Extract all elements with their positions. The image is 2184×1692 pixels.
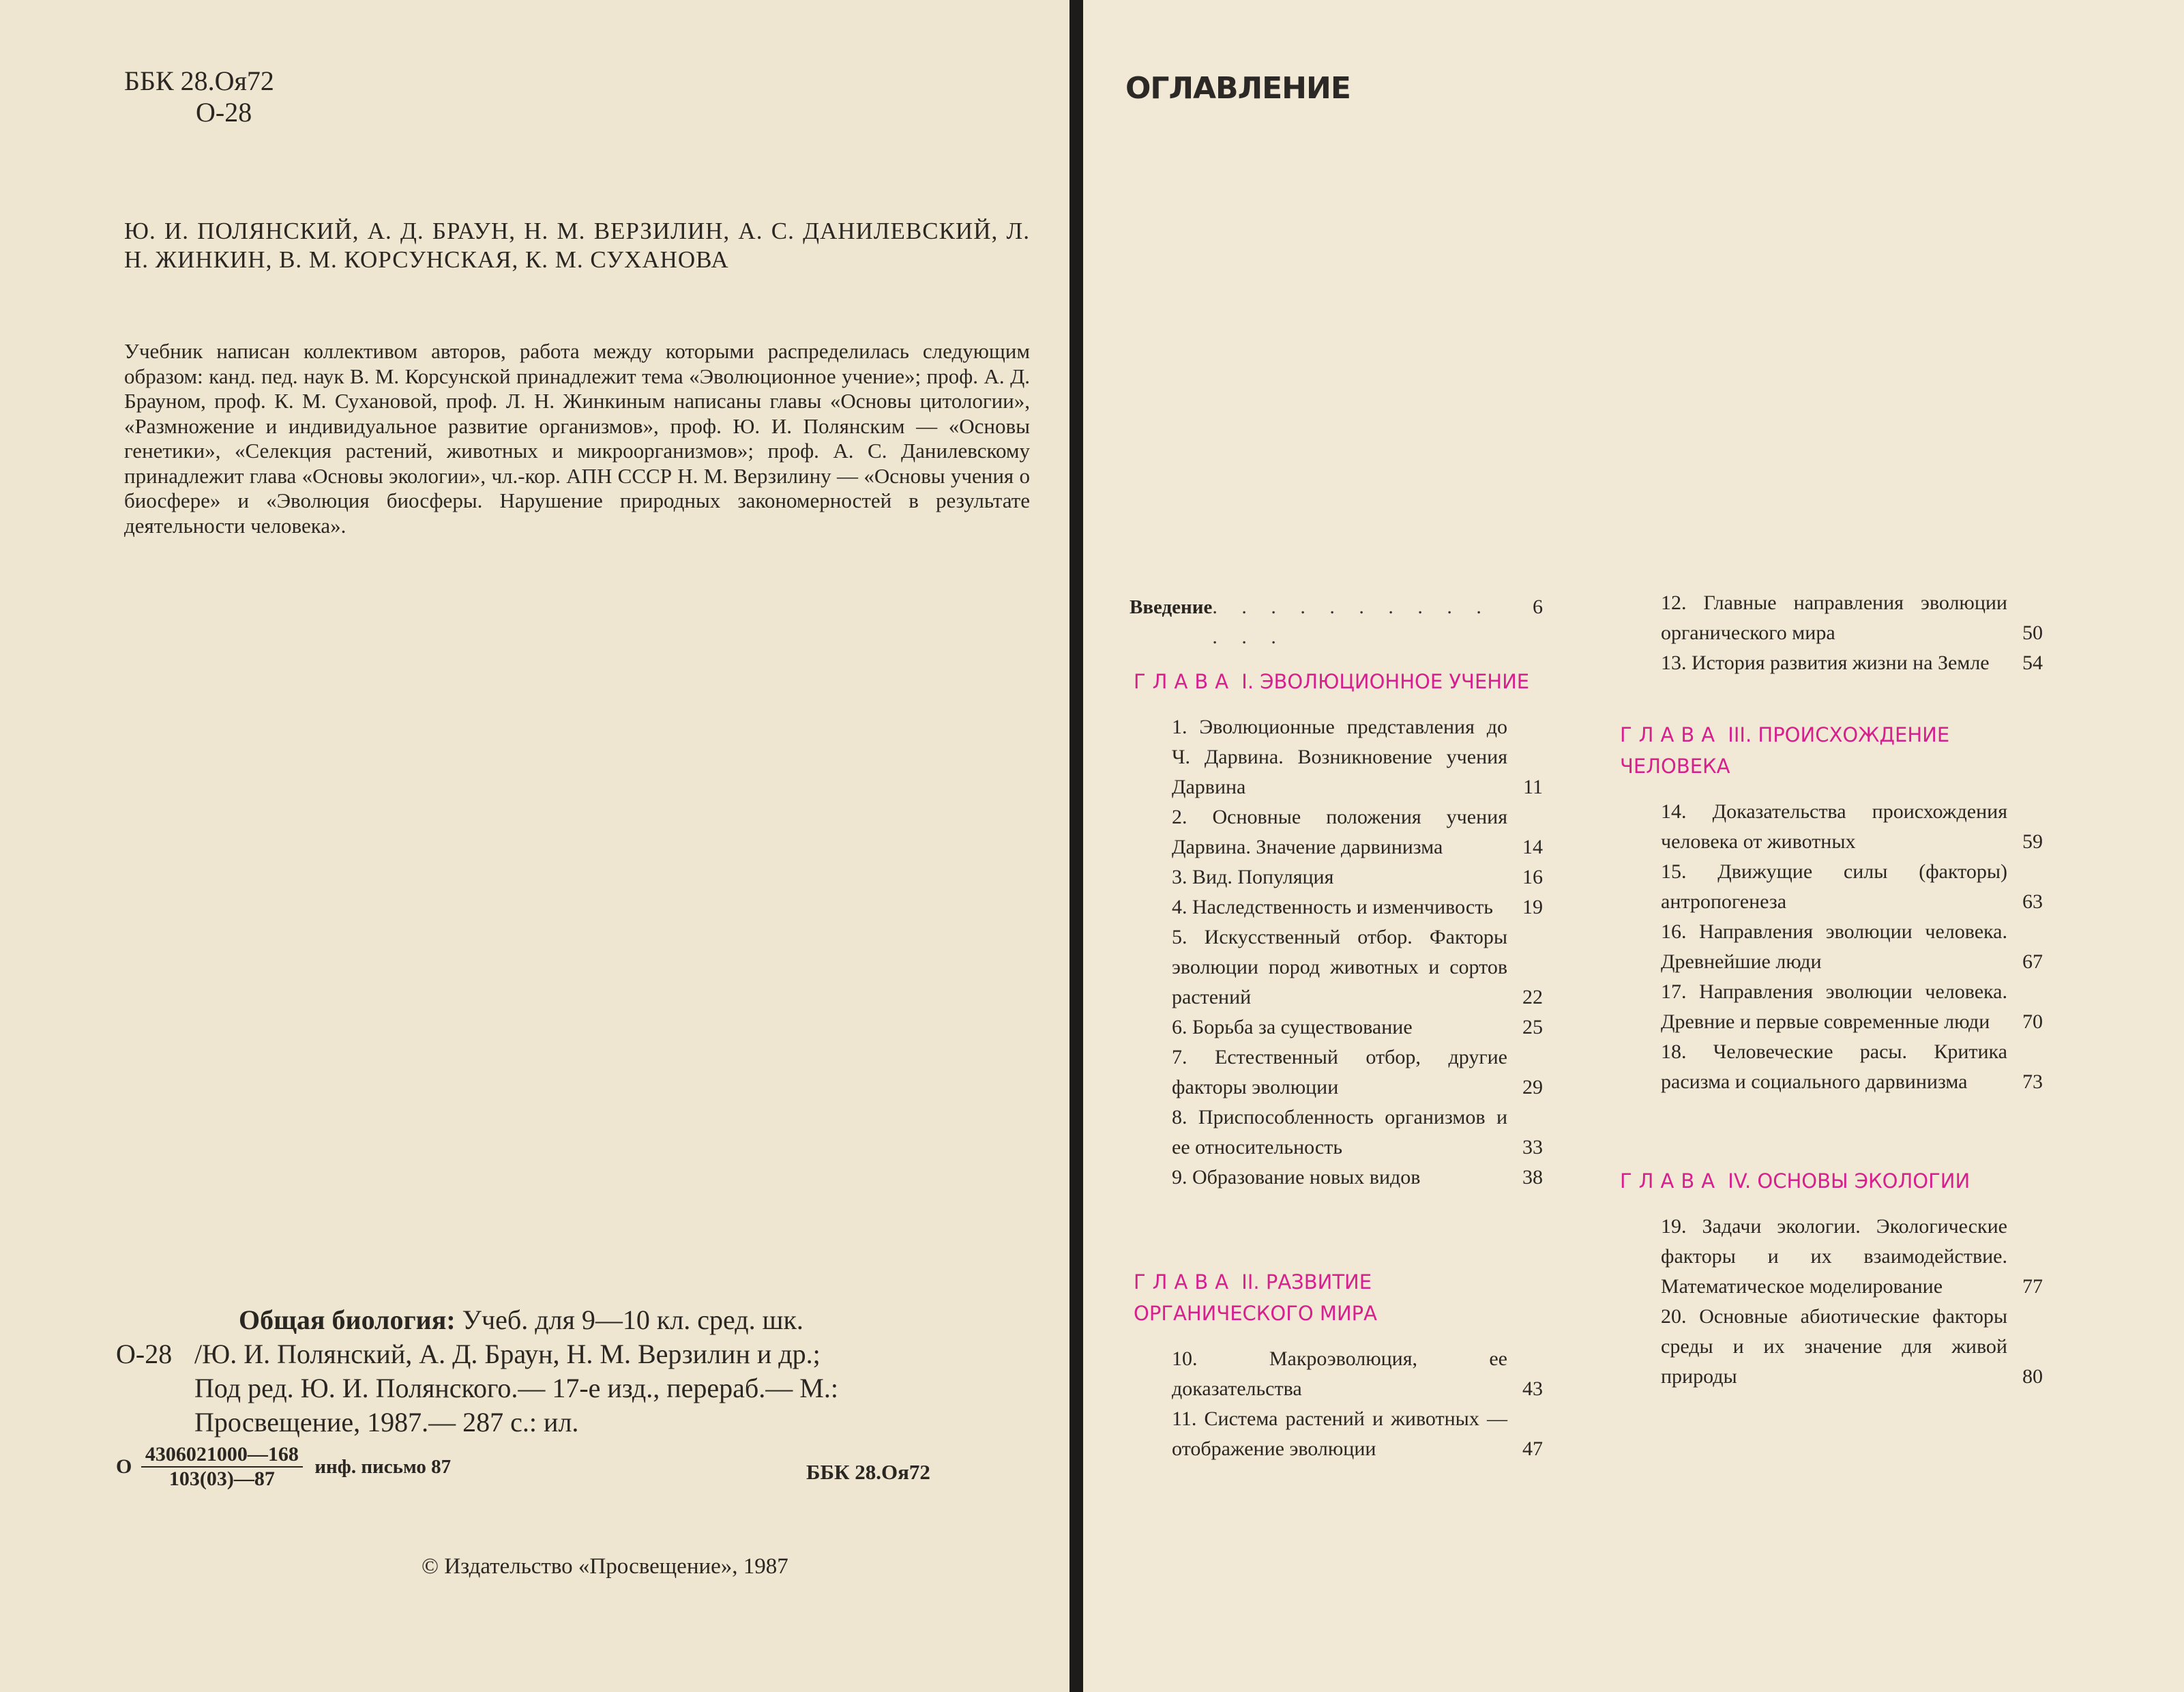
- toc-page-number: 19: [1522, 896, 1543, 918]
- toc-entry-text: 2. Основные положения учения Дарвина. Значение дарвинизма: [1172, 806, 1507, 858]
- toc-entry[interactable]: [1172, 1344, 1543, 1404]
- toc-entry-text: 11. Система растений и животных — отображение эволюции: [1172, 1407, 1507, 1460]
- toc-page-number: 33: [1522, 1136, 1543, 1158]
- toc-entry[interactable]: [1661, 917, 2043, 977]
- toc-page-number: 73: [2022, 1070, 2043, 1093]
- bibliographic-record: [116, 1303, 1030, 1440]
- chapter-prefix: ГЛАВА: [1620, 1169, 1722, 1193]
- biblio-author-mark: О-28: [116, 1339, 173, 1369]
- toc-page-number: 43: [1522, 1377, 1543, 1400]
- chapter-2-items-continued: [1620, 588, 2043, 678]
- toc-entry[interactable]: [1172, 862, 1543, 892]
- author-mark: О-28: [196, 97, 252, 128]
- toc-page-number: 70: [2022, 1010, 2043, 1033]
- catalog-number: [116, 1443, 451, 1491]
- leader-dots: . . . . . . . . . . . . .: [1212, 596, 1491, 648]
- toc-entry[interactable]: [1661, 977, 2043, 1037]
- toc-entry-text: 15. Движущие силы (факторы) антропогенеза: [1661, 860, 2007, 913]
- chapter-prefix: ГЛАВА: [1620, 723, 1722, 746]
- toc-entry[interactable]: [1172, 1103, 1543, 1163]
- toc-entry[interactable]: [1172, 1042, 1543, 1103]
- chapter-heading-1: [1134, 666, 1543, 697]
- contents-column-1: [1130, 592, 1543, 1464]
- toc-entry-text: 19. Задачи экологии. Экологические факторы и их взаимодействие. Математическое моделирование: [1661, 1215, 2007, 1298]
- toc-page-number: 11: [1523, 776, 1543, 798]
- toc-page-number: 54: [2022, 652, 2043, 674]
- chapter-3-items: [1620, 797, 2043, 1097]
- toc-entry-text: 16. Направления эволюции человека. Древнейшие люди: [1661, 920, 2007, 973]
- chapter-4-items: [1620, 1212, 2043, 1392]
- toc-entry-text: 3. Вид. Популяция: [1172, 866, 1334, 888]
- chapter-prefix: ГЛАВА: [1134, 1270, 1236, 1294]
- bbk-index: ББК 28.Оя72: [124, 65, 274, 96]
- toc-entry-text: 14. Доказательства происхождения человека от животных: [1661, 800, 2007, 853]
- toc-page-number: 47: [1522, 1438, 1543, 1460]
- toc-entry-text: 10. Макроэволюция, ее доказательства: [1172, 1347, 1507, 1400]
- toc-page-number: 63: [2022, 890, 2043, 913]
- chapter-2-items: [1130, 1344, 1543, 1464]
- toc-entry[interactable]: [1172, 1163, 1543, 1193]
- toc-page-number: 25: [1522, 1016, 1543, 1038]
- authors-list: Ю. И. ПОЛЯНСКИЙ, А. Д. БРАУН, Н. М. ВЕРЗИЛИН, А. С. ДАНИЛЕВСКИЙ, Л. Н. ЖИНКИН, В. М. КОРСУНСКАЯ, К. М. СУХАНОВА: [124, 218, 1030, 273]
- toc-page-number: 59: [2022, 830, 2043, 853]
- toc-page-number: 77: [2022, 1275, 2043, 1298]
- toc-page-number: 50: [2022, 622, 2043, 644]
- biblio-line-4: Просвещение, 1987.— 287 с.: ил.: [194, 1407, 579, 1438]
- toc-entry[interactable]: [1661, 857, 2043, 917]
- chapter-title: II. РАЗВИТИЕ ОРГАНИЧЕСКОГО МИРА: [1134, 1270, 1377, 1325]
- chapter-heading-2: [1134, 1266, 1543, 1329]
- toc-page-number: 16: [1522, 866, 1543, 888]
- chapter-heading-3: [1620, 719, 2043, 782]
- chapter-title: IV. ОСНОВЫ ЭКОЛОГИИ: [1728, 1169, 1971, 1193]
- toc-entry[interactable]: [1172, 1012, 1543, 1042]
- chapter-heading-4: [1620, 1165, 2043, 1197]
- toc-page-number: 22: [1522, 986, 1543, 1008]
- catalog-letter-note: инф. письмо 87: [314, 1455, 452, 1478]
- toc-entry-text: 1. Эволюционные представления до Ч. Дарвина. Возникновение учения Дарвина: [1172, 716, 1507, 798]
- toc-entry[interactable]: [1172, 1404, 1543, 1464]
- contents-column-2: [1620, 592, 2043, 1392]
- catalog-numerator: 4306021000—168: [141, 1443, 303, 1468]
- toc-page-number: 29: [1522, 1076, 1543, 1098]
- toc-entry-text: 20. Основные абиотические факторы среды и их значение для живой природы: [1661, 1305, 2007, 1388]
- catalog-letter: О: [116, 1455, 132, 1478]
- toc-entry[interactable]: [1661, 1037, 2043, 1097]
- toc-entry-text: 7. Естественный отбор, другие факторы эволюции: [1172, 1046, 1507, 1098]
- copyright-line: © Издательство «Просвещение», 1987: [422, 1554, 788, 1579]
- toc-entry[interactable]: [1661, 588, 2043, 648]
- contents-title: ОГЛАВЛЕНИЕ: [1125, 71, 1351, 106]
- toc-intro-label: Введение: [1130, 596, 1213, 618]
- chapter-1-items: [1130, 712, 1543, 1193]
- toc-entry[interactable]: [1172, 712, 1543, 802]
- toc-entry-text: 5. Искусственный отбор. Факторы эволюции пород животных и сортов растений: [1172, 926, 1507, 1008]
- toc-entry-text: 18. Человеческие расы. Критика расизма и социального дарвинизма: [1661, 1040, 2007, 1093]
- toc-entry[interactable]: [1172, 922, 1543, 1012]
- toc-entry-text: 8. Приспособленность организмов и ее относительность: [1172, 1106, 1507, 1158]
- toc-entry-text: 13. История развития жизни на Земле: [1661, 652, 1990, 674]
- toc-entry-text: 9. Образование новых видов: [1172, 1166, 1421, 1188]
- toc-entry[interactable]: [1661, 1302, 2043, 1392]
- toc-entry[interactable]: [1172, 892, 1543, 922]
- left-page: [0, 0, 1069, 1692]
- toc-entry[interactable]: [1172, 802, 1543, 862]
- toc-entry-text: 6. Борьба за существование: [1172, 1016, 1413, 1038]
- toc-page-number: 38: [1522, 1166, 1543, 1188]
- toc-entry-text: 4. Наследственность и изменчивость: [1172, 896, 1493, 918]
- toc-page-number: 14: [1522, 836, 1543, 858]
- toc-page-number: 6: [1533, 596, 1543, 618]
- toc-entry-text: 17. Направления эволюции человека. Древние и первые современные люди: [1661, 980, 2007, 1033]
- bbk-code: [124, 65, 274, 128]
- toc-page-number: 80: [2022, 1365, 2043, 1388]
- book-spine: [1069, 0, 1083, 1692]
- chapter-title: III. ПРОИСХОЖДЕНИЕ ЧЕЛОВЕКА: [1620, 723, 1950, 778]
- chapter-prefix: ГЛАВА: [1134, 670, 1236, 693]
- catalog-bbk: ББК 28.Оя72: [806, 1460, 930, 1484]
- biblio-line-3: Под ред. Ю. И. Полянского.— 17-е изд., перераб.— М.:: [194, 1373, 838, 1403]
- toc-page-number: 67: [2022, 950, 2043, 973]
- annotation-paragraph: Учебник написан коллективом авторов, работа между которыми распределилась следующим образом: канд. пед. наук В. М. Корсунской принадлежит тема «Эволюционное учение»; проф. А. Д. Брауном, проф. К. М. Сухановой, проф. Л. Н. Жинкиным написаны главы «Основы цитологии», «Размножение и индивидуальное развитие организмов», проф. Ю. И. Полянским — «Основы генетики», «Селекция растений, животных и микроорганизмов»; проф. А. С. Данилевскому принадлежит глава «Основы экологии», чл.-кор. АПН СССР Н. М. Верзилину — «Основы учения о биосфере» и «Эволюция биосферы. Нарушение природных закономерностей в результате деятельности человека».: [124, 339, 1030, 538]
- biblio-line-2: /Ю. И. Полянский, А. Д. Браун, Н. М. Верзилин и др.;: [194, 1339, 821, 1369]
- toc-entry[interactable]: [1661, 1212, 2043, 1302]
- toc-entry[interactable]: [1661, 648, 2043, 678]
- book-title: Общая биология:: [239, 1304, 456, 1335]
- toc-entry[interactable]: [1661, 797, 2043, 857]
- catalog-fraction: [141, 1443, 303, 1491]
- chapter-title: I. ЭВОЛЮЦИОННОЕ УЧЕНИЕ: [1241, 670, 1530, 693]
- biblio-line-1: Учеб. для 9—10 кл. сред. шк.: [462, 1304, 803, 1335]
- catalog-denominator: 103(03)—87: [168, 1468, 275, 1490]
- toc-entry-text: 12. Главные направления эволюции органического мира: [1661, 592, 2007, 644]
- toc-entry-intro[interactable]: [1130, 592, 1543, 652]
